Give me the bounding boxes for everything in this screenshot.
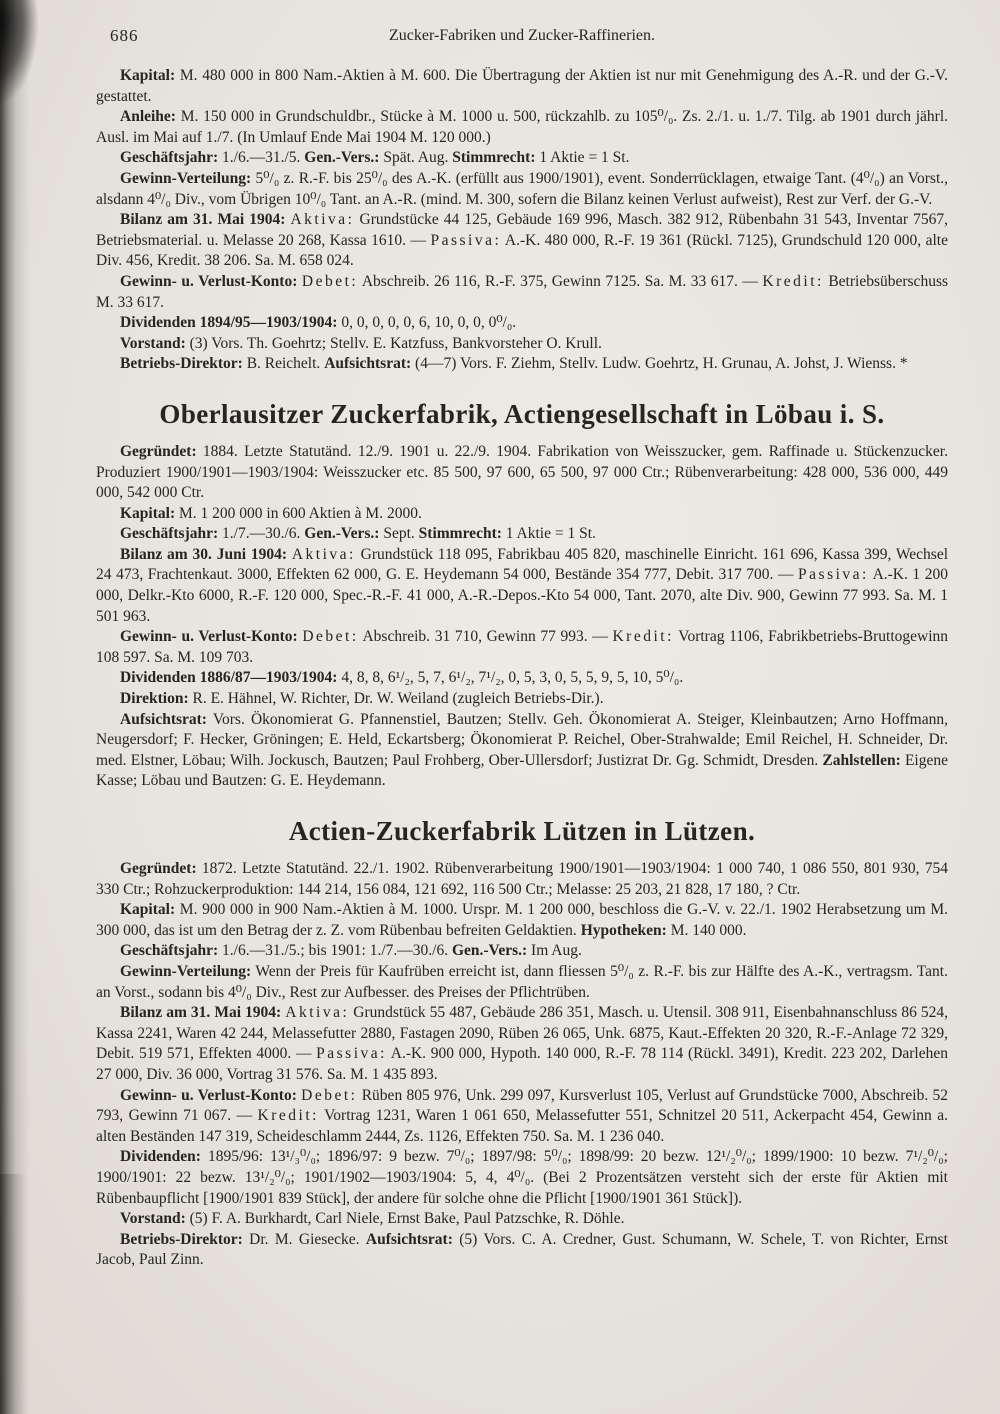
paragraph	[96, 1003, 948, 1085]
text-run: R. E. Hähnel, W. Richter, Dr. W. Weiland (zugleich Betriebs-Dir.).	[188, 690, 604, 708]
field-label: Bilanz am 31. Mai 1904:	[120, 1004, 282, 1022]
text-run: Dr. M. Giesecke.	[242, 1230, 366, 1248]
text-run: Vors. Ökonomierat G. Pfannenstiel, Bautzen; Stellv. Geh. Ökonomierat A. Steiger, Kleinbautzen; Arno Hoffmann, Neugersdorf; F. Hecker, Gröningen; E. Held, Eckartsberg; Ökonomierat P. Reichel, Ober-Strahwalde; Emil Reichel, H. Schneider, Dr. med. Elstner, Löbau; Wilh. Jockusch, Bautzen; Paul Frohberg, Ober-Ullersdorf; Justizrat Dr. Gg. Schmidt, Dresden.	[96, 710, 948, 769]
field-label: Anleihe:	[120, 108, 176, 126]
content	[96, 66, 948, 1271]
scan-corner-artifact	[0, 0, 38, 103]
field-label: Aufsichtsrat:	[324, 355, 412, 373]
text-run: Spät. Aug.	[379, 149, 453, 167]
paragraph	[96, 1209, 948, 1230]
spaced-term: Aktiva:	[285, 1004, 350, 1022]
text-run: 1872. Letzte Statutänd. 22./1. 1902. Rübenverarbeitung 1900/1901—1903/1904: 1 000 740, 1 086 550, 801 930, 754 330 Ctr.; Rohzuckerproduktion: 144 214, 156 084, 121 692, 116 500 Ctr.; Melasse: 25 203, 21 828, 17 180, ? Ctr.	[96, 860, 948, 898]
field-label: Gegründet:	[120, 860, 197, 877]
paragraph	[96, 334, 948, 355]
text-run: 1./6.—31./5.	[218, 149, 305, 167]
text-run: M. 150 000 in Grundschuldbr., Stücke à M. 1000 u. 500, rückzahlb. zu 105⁰/₀. Zs. 2./1. u. 1./7. Tilg. ab 1901 durch jährl. Ausl. im Mai auf 1./7. (In Umlauf Ende Mai 1904 M. 120 000.)	[96, 108, 948, 146]
text-run: Abschreib. 31 710, Gewinn 77 993. —	[358, 628, 613, 646]
spaced-term: Aktiva:	[290, 211, 355, 229]
field-label: Stimmrecht:	[452, 149, 536, 167]
field-label: Dividenden:	[120, 1148, 201, 1166]
paragraph	[96, 710, 948, 792]
field-label: Gen.-Vers.:	[304, 149, 380, 167]
field-label: Gewinn- u. Verlust-Konto:	[120, 1086, 297, 1104]
paragraph	[96, 859, 948, 900]
field-label: Gewinn- u. Verlust-Konto:	[120, 628, 298, 646]
text-run: M. 480 000 in 800 Nam.-Aktien à M. 600. Die Übertragung der Aktien ist nur mit Genehmigung des A.-R. und der G.-V. gestattet.	[96, 67, 948, 105]
field-label: Gegründet:	[120, 442, 197, 460]
text-run: Grundstück 55 487, Gebäude 286 351, Masch. u. Utensil. 308 911, Eisenbahnanschluss 86 524, Kassa 2241, Waren 42 244, Melassefutter 2880, Fastagen 2090, Rüben 26 065, Unk. 6875, Kaut.-Effekten 20 320, R.-F.-Anlage 72 329, Debit. 519 571, Effekten 4000. —	[96, 1004, 949, 1063]
text-run: Rüben 805 976, Unk. 299 097, Kursverlust 105, Verlust auf Grundstücke 7000, Abschreib. 52 793, Gewinn 71 067. —	[96, 1086, 948, 1125]
paragraph	[96, 1147, 948, 1209]
text-run: A.-K. 900 000, Hypoth. 140 000, R.-F. 78 114 (Rückl. 3491), Kredit. 223 202, Darlehen 27 000, Div. 36 000, Vortrag 31 576. Sa. M. 1 435 893.	[96, 1045, 949, 1083]
spaced-term: Kredit:	[257, 1107, 319, 1125]
paragraph	[96, 900, 948, 941]
text-run: (3) Vors. Th. Goehrtz; Stellv. E. Katzfuss, Bankvorsteher O. Krull.	[185, 334, 602, 352]
text-run: 4, 8, 8, 6¹/₂, 5, 7, 6¹/₂, 7¹/₂, 0, 5, 3, 0, 5, 5, 9, 5, 10, 5⁰/₀.	[337, 669, 684, 687]
text-run: M. 1 200 000 in 600 Aktien à M. 2000.	[175, 504, 422, 522]
paragraph	[96, 169, 948, 210]
text-run: Sept.	[379, 525, 419, 543]
scan-bottom-smudge	[0, 1174, 26, 1414]
text-run: Vortrag 1231, Waren 1 061 650, Melassefutter 551, Schnitzel 20 511, Ackerpacht 454, Gewinn a. alten Beständen 147 319, Scheideschlamm 2444, Zs. 1126, Effekten 750. Sa. M. 1 236 040.	[96, 1107, 948, 1145]
text-run: A.-K. 480 000, R.-F. 19 361 (Rückl. 7125), Grundschuld 120 000, alte Div. 456, Kredit. 38 206. Sa. M. 658 024.	[96, 231, 948, 270]
field-label: Geschäftsjahr:	[120, 149, 219, 167]
chapter-title: Zucker-Fabriken und Zucker-Raffinerien.	[388, 27, 656, 44]
text-run: Grundstücke 44 125, Gebäude 169 996, Masch. 382 912, Rübenbahn 31 543, Inventar 7567, Betriebsmaterial. u. Melasse 20 268, Kassa 1610. —	[96, 211, 948, 249]
text-run: 1./6.—31./5.; bis 1901: 1./7.—30./6.	[218, 942, 452, 960]
text-run: Betriebsüberschuss M. 33 617.	[96, 272, 949, 311]
text-run: M. 900 000 in 900 Nam.-Aktien à M. 1000. Urspr. M. 1 200 000, beschloss die G.-V. v. 22./1. 1902 Herabsetzung um M. 300 000, das ist um den Betrag der z. Z. vom Rübenbau befreiten Geldaktien.	[96, 901, 948, 939]
field-label: Gen.-Vers.:	[304, 525, 380, 543]
paragraph	[96, 941, 948, 962]
text-run: Grundstück 118 095, Fabrikbau 405 820, maschinelle Einricht. 161 696, Kassa 399, Wechsel 24 473, Frachtenkaut. 3000, Effekten 62 000, G. E. Heydemann 54 000, Bestände 354 777, Debit. 317 700. —	[96, 545, 949, 584]
paragraph	[96, 504, 948, 525]
field-label: Geschäftsjahr:	[120, 942, 219, 960]
text-run: M. 140 000.	[666, 921, 747, 939]
company-heading: Oberlausitzer Zuckerfabrik, Actiengesellschaft in Löbau i. S.	[159, 398, 885, 429]
text-run: Wenn der Preis für Kaufrüben erreicht ist, dann fliessen 5⁰/₀ z. R.-F. bis zur Hälfte des A.-K., vertragsm. Tant. an Vorst., sodann bis 4⁰/₀ Div., Rest zur Aufbesser. des Preises der Pflichtrüben.	[96, 962, 948, 1001]
text-run: (4—7) Vors. F. Ziehm, Stellv. Ludw. Goehrtz, H. Grunau, A. Johst, J. Wienss. *	[411, 355, 908, 373]
field-label: Gewinn- u. Verlust-Konto:	[120, 272, 298, 290]
text-run: Im Aug.	[527, 942, 582, 960]
paragraph	[96, 962, 948, 1003]
field-label: Gen.-Vers.:	[451, 942, 528, 960]
text-run: 1 Aktie = 1 St.	[535, 149, 630, 167]
field-label: Betriebs-Direktor:	[120, 1230, 243, 1248]
page-number: 686	[110, 26, 139, 45]
field-label: Betriebs-Direktor:	[120, 355, 243, 373]
text-run: 1 Aktie = 1 St.	[501, 525, 596, 543]
spaced-term: Passiva:	[798, 566, 869, 584]
text-run: 1895/96: 13¹/₃⁰/₀; 1896/97: 9 bezw. 7⁰/₀; 1897/98: 5⁰/₀; 1898/99: 20 bezw. 12¹/₂⁰/₀; 1899/1900: 10 bezw. 7¹/₂⁰/₀; 1900/1901: 22 bezw. 13¹/₂⁰/₀; 1901/1902—1903/1904: 5, 4, 4⁰/₀. (Bei 2 Prozentsätzen versteht sich der erste für Aktien mit Rübenbaupflicht [1900/1901 839 Stück], der andere für solche ohne die Pflicht [1900/1901 361 Stück]).	[96, 1148, 948, 1207]
paragraph	[96, 1230, 948, 1271]
field-label: Dividenden 1894/95—1903/1904:	[120, 314, 338, 332]
field-label: Bilanz am 30. Juni 1904:	[120, 545, 287, 563]
paragraph	[96, 668, 948, 689]
field-label: Hypotheken:	[580, 921, 667, 939]
paragraph	[96, 627, 948, 668]
text-run: Abschreib. 26 116, R.-F. 375, Gewinn 7125. Sa. M. 33 617. —	[358, 272, 763, 290]
paragraph	[96, 689, 948, 710]
paragraph	[96, 545, 948, 627]
text-run: 1./7.—30./6.	[218, 525, 305, 543]
text-run: 0, 0, 0, 0, 0, 6, 10, 0, 0, 0⁰/₀.	[337, 314, 517, 332]
field-label: Dividenden 1886/87—1903/1904:	[120, 669, 338, 687]
text-run: Vortrag 1106, Fabrikbetriebs-Bruttogewinn 108 597. Sa. M. 109 703.	[96, 628, 949, 666]
spaced-term: Passiva:	[430, 231, 502, 249]
paragraph	[96, 313, 948, 334]
paragraph	[96, 66, 948, 107]
spaced-term: Aktiva:	[291, 545, 356, 563]
field-label: Kapital:	[120, 901, 176, 919]
paragraph	[96, 272, 948, 313]
paragraph	[96, 524, 948, 545]
field-label: Kapital:	[120, 504, 176, 522]
text-run: Eigene Kasse; Löbau und Bautzen: G. E. Heydemann.	[96, 751, 948, 790]
spaced-term: Debet:	[302, 628, 359, 646]
spaced-term: Kredit:	[762, 272, 824, 290]
field-label: Bilanz am 31. Mai 1904:	[120, 211, 286, 229]
field-label: Aufsichtsrat:	[365, 1230, 453, 1248]
field-label: Direktion:	[120, 690, 189, 708]
paragraph	[96, 107, 948, 148]
paragraph	[96, 442, 948, 504]
running-header	[96, 26, 948, 50]
text-run: 5⁰/₀ z. R.-F. bis 25⁰/₀ des A.-K. (erfüllt aus 1900/1901), event. Sonderrücklagen, etwaige Tant. (4⁰/₀) an Vorst., alsdann 4⁰/₀ Div., vom Übrigen 10⁰/₀ Tant. an A.-R. (mind. M. 300, sofern die Bilanz keinen Verlust aufweist), Rest zur Verf. der G.-V.	[96, 169, 948, 208]
field-label: Kapital:	[120, 67, 176, 84]
text-run: (5) Vors. C. A. Credner, Gust. Schumann, W. Schele, T. von Richter, Ernst Jacob, Paul Zinn.	[96, 1230, 948, 1269]
field-label: Vorstand:	[120, 1210, 186, 1228]
paragraph	[96, 354, 948, 375]
text-run: A.-K. 1 200 000, Delkr.-Kto 6000, R.-F. 120 000, Spec.-R.-F. 41 000, A.-R.-Depos.-Kto 54 000, Tant. 2070, alte Div. 900, Gewinn 77 993. Sa. M. 1 501 963.	[96, 566, 948, 625]
paragraph	[96, 1086, 948, 1148]
spaced-term: Debet:	[301, 1086, 358, 1104]
field-label: Gewinn-Verteilung:	[120, 962, 252, 980]
field-label: Vorstand:	[120, 334, 186, 352]
text-run: (5) F. A. Burkhardt, Carl Niele, Ernst Bake, Paul Patzschke, R. Döhle.	[185, 1210, 625, 1228]
field-label: Stimmrecht:	[418, 525, 502, 543]
spaced-term: Passiva:	[316, 1045, 387, 1063]
field-label: Zahlstellen:	[822, 751, 901, 769]
field-label: Gewinn-Verteilung:	[120, 169, 252, 187]
field-label: Geschäftsjahr:	[120, 525, 219, 543]
spaced-term: Kredit:	[612, 628, 674, 646]
company-heading: Actien-Zuckerfabrik Lützen in Lützen.	[288, 816, 756, 846]
paragraph	[96, 148, 948, 169]
paragraph	[96, 210, 948, 272]
text-run: 1884. Letzte Statutänd. 12./9. 1901 u. 22./9. 1904. Fabrikation von Weisszucker, gem. Raffinade u. Stückenzucker. Produziert 1900/1901—1903/1904: Weisszucker etc. 85 500, 97 600, 65 500, 97 000 Ctr.; Rübenverarbeitung: 428 000, 536 000, 449 000, 542 000 Ctr.	[96, 442, 948, 502]
field-label: Aufsichtsrat:	[120, 710, 207, 728]
spaced-term: Debet:	[301, 272, 359, 290]
text-run: B. Reichelt.	[242, 355, 325, 373]
